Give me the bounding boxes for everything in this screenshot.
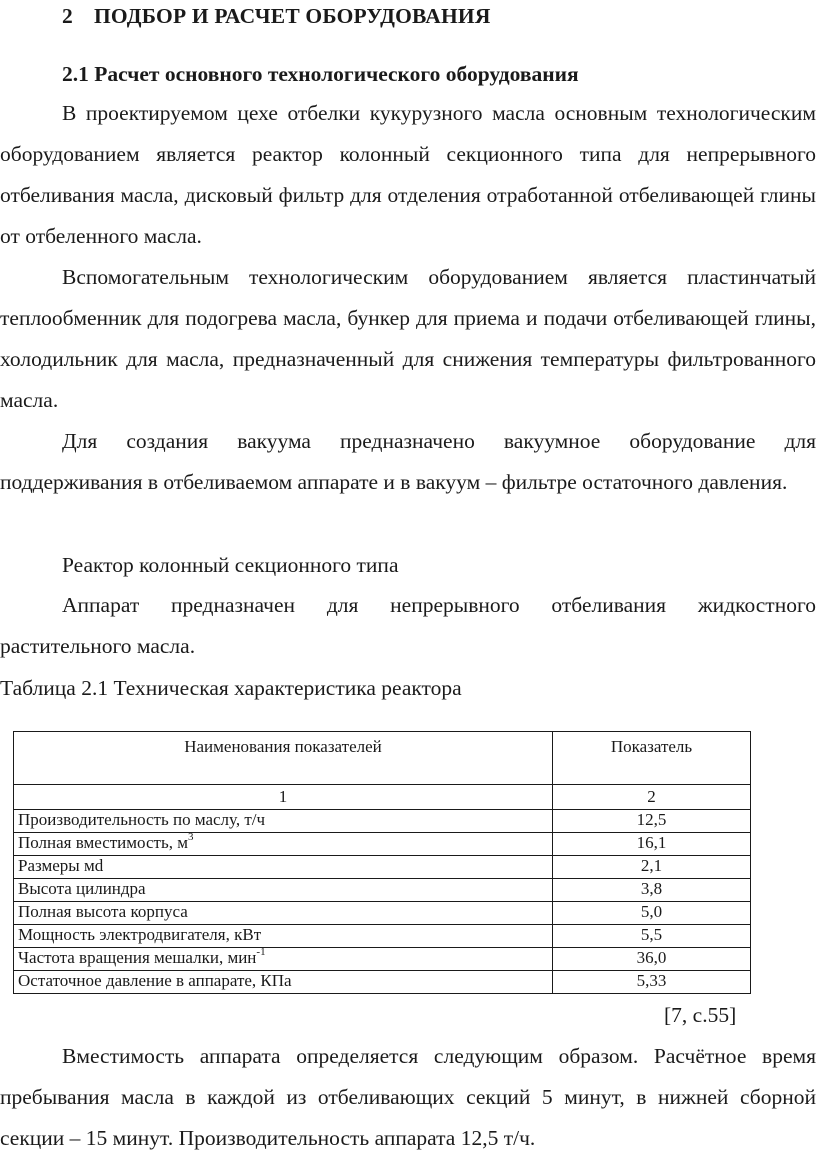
row-sup: 3 bbox=[187, 831, 194, 844]
paragraph-apparatus-purpose: Аппарат предназначен для непрерывного отбеливания жидкостного растительного масла. bbox=[0, 593, 816, 658]
row-value: 5,0 bbox=[553, 902, 751, 925]
section-number: 2 bbox=[62, 4, 73, 28]
column-number-1: 1 bbox=[14, 785, 553, 810]
header-indicator-value: Показатель bbox=[553, 732, 751, 785]
table-row bbox=[14, 879, 751, 902]
row-name: Размеры мd bbox=[18, 856, 104, 875]
row-name: Производительность по маслу, т/ч bbox=[18, 810, 266, 829]
row-name: Частота вращения мешалки, мин bbox=[18, 948, 257, 967]
table-row bbox=[14, 902, 751, 925]
section-heading bbox=[62, 4, 491, 29]
table-row bbox=[14, 810, 751, 833]
row-value: 3,8 bbox=[553, 879, 751, 902]
table-row bbox=[14, 948, 751, 971]
column-number-2: 2 bbox=[553, 785, 751, 810]
row-value: 5,33 bbox=[553, 971, 751, 994]
header-indicator-name: Наименования показателей bbox=[14, 732, 553, 785]
subsection-heading: 2.1 Расчет основного технологического оборудования bbox=[62, 62, 579, 86]
table-row bbox=[14, 833, 751, 856]
reactor-spec-table bbox=[13, 731, 751, 994]
table-row bbox=[14, 925, 751, 948]
row-value: 5,5 bbox=[553, 925, 751, 948]
table-column-number-row bbox=[14, 785, 751, 810]
row-name: Полная высота корпуса bbox=[18, 902, 188, 921]
row-sup: -1 bbox=[256, 946, 266, 959]
paragraph-main-equipment: В проектируемом цехе отбелки кукурузного масла основным технологическим оборудованием является реактор колонный секционного типа для непрерывного отбеливания масла, дисковый фильтр для отделения отработанной отбеливающей глины от отбеленного масла. bbox=[0, 101, 816, 248]
table-source-reference: [7, с.55] bbox=[664, 1003, 737, 1027]
table-row bbox=[14, 856, 751, 879]
paragraph-capacity-calculation: Вместимость аппарата определяется следующим образом. Расчётное время пребывания масла в каждой из отбеливающих секций 5 минут, в нижней сборной секции – 15 минут. Производительность аппарата 12,5 т/ч. bbox=[0, 1044, 816, 1150]
table-header-row bbox=[14, 732, 751, 785]
table-caption: Таблица 2.1 Техническая характеристика реактора bbox=[0, 676, 462, 700]
section-title: ПОДБОР И РАСЧЕТ ОБОРУДОВАНИЯ bbox=[94, 4, 491, 28]
row-name: Высота цилиндра bbox=[18, 879, 146, 898]
row-value: 36,0 bbox=[553, 948, 751, 971]
row-name: Остаточное давление в аппарате, КПа bbox=[18, 971, 292, 990]
row-value: 12,5 bbox=[553, 810, 751, 833]
row-name: Мощность электродвигателя, кВт bbox=[18, 925, 262, 944]
paragraph-reactor-title: Реактор колонный секционного типа bbox=[62, 553, 399, 577]
row-name: Полная вместимость, м bbox=[18, 833, 188, 852]
row-value: 2,1 bbox=[553, 856, 751, 879]
paragraph-auxiliary-equipment: Вспомогательным технологическим оборудованием является пластинчатый теплообменник для подогрева масла, бункер для приема и подачи отбеливающей глины, холодильник для масла, предназначенный для снижения температуры фильтрованного масла. bbox=[0, 265, 816, 412]
row-value: 16,1 bbox=[553, 833, 751, 856]
paragraph-vacuum-equipment: Для создания вакуума предназначено вакуумное оборудование для поддерживания в отбеливаемом аппарате и в вакуум – фильтре остаточного давления. bbox=[0, 429, 816, 494]
table-row bbox=[14, 971, 751, 994]
